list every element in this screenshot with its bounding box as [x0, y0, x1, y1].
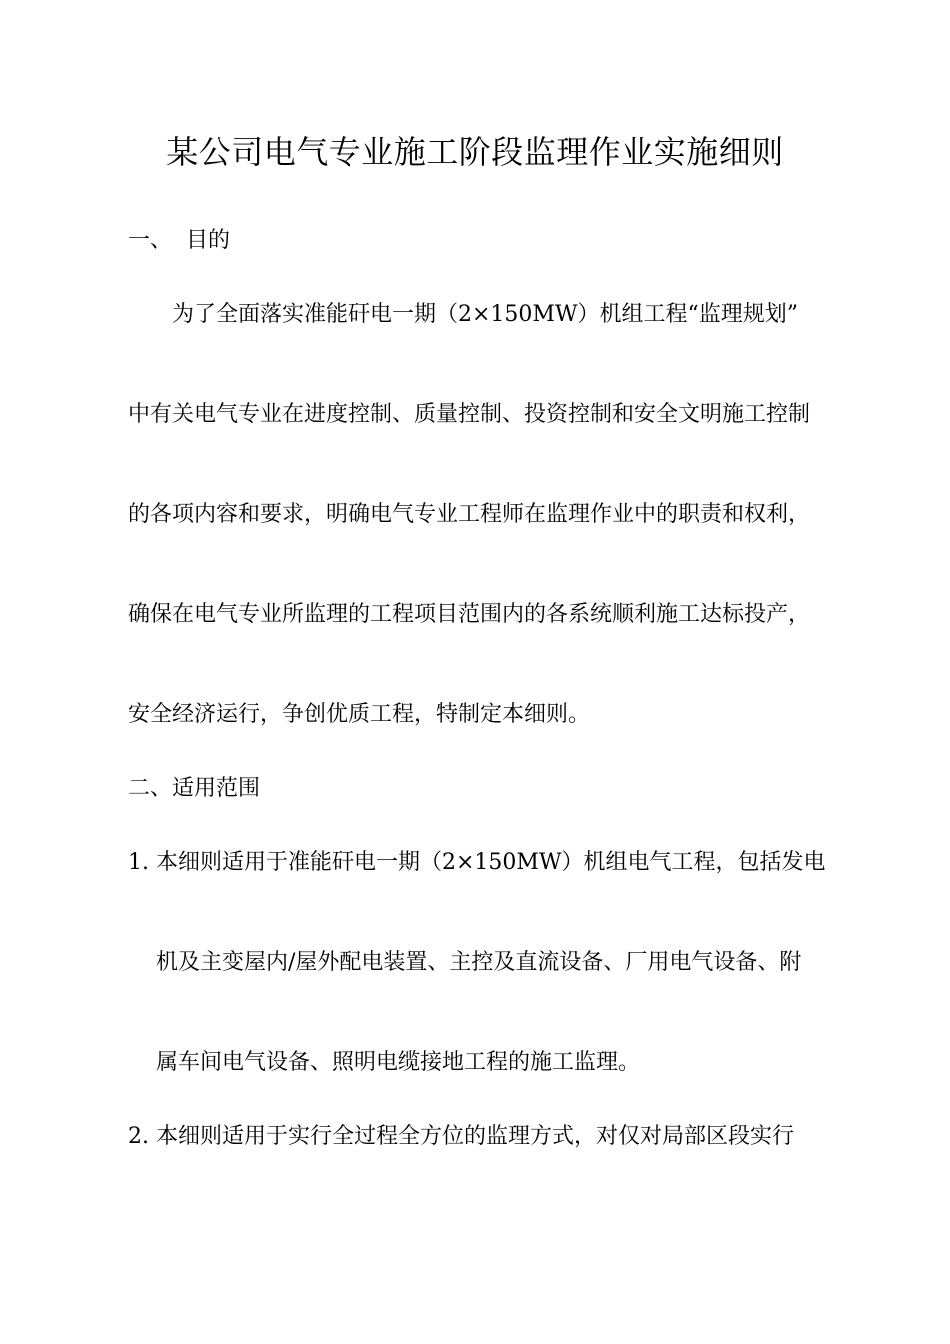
list-item-1	[128, 848, 826, 878]
paragraph-line: 中有关电气专业在进度控制、质量控制、投资控制和安全文明施工控制	[128, 402, 811, 427]
paragraph-line: 为了全面落实准能矸电一期（2×150MW）机组工程“监理规划”	[172, 302, 799, 327]
list-item-number: 1.	[128, 850, 149, 875]
list-item-2	[128, 1122, 794, 1152]
section-1-title: 目的	[186, 228, 231, 253]
list-item-line: 本细则适用于准能矸电一期（2×150MW）机组电气工程，包括发电	[156, 850, 826, 875]
section-2-heading: 二、适用范围	[128, 776, 261, 801]
paragraph-line: 的各项内容和要求，明确电气专业工程师在监理作业中的职责和权利，	[128, 502, 811, 527]
paragraph-line: 确保在电气专业所监理的工程项目范围内的各系统顺利施工达标投产，	[128, 602, 811, 627]
list-item-number: 2.	[128, 1124, 149, 1149]
list-item-line: 机及主变屋内/屋外配电装置、主控及直流设备、厂用电气设备、附	[156, 950, 802, 975]
paragraph-line: 安全经济运行，争创优质工程，特制定本细则。	[128, 702, 591, 727]
document-title: 某公司电气专业施工阶段监理作业实施细则	[166, 133, 784, 171]
section-1-heading	[128, 226, 230, 256]
list-item-line: 本细则适用于实行全过程全方位的监理方式，对仅对局部区段实行	[156, 1124, 795, 1149]
section-1-number: 一、	[128, 228, 173, 253]
list-item-line: 属车间电气设备、照明电缆接地工程的施工监理。	[156, 1050, 641, 1075]
